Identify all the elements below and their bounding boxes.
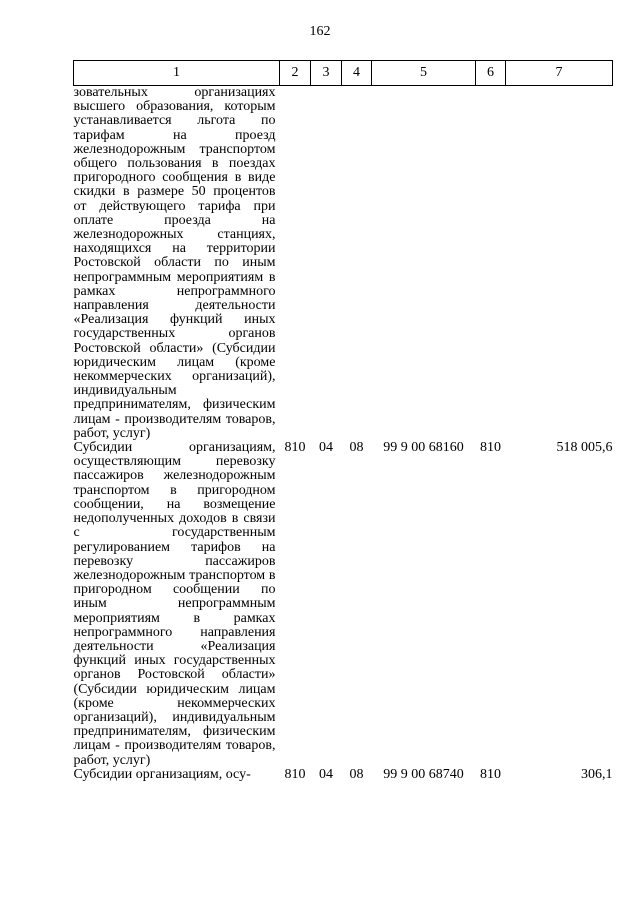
- row-description: Субсидии организациям, осуществляющим перевозку пассажиров железнодорожным транспортом в пригородном сообщении, на возмещение недополученных доходов в связи с государственным регулированием тарифов на перевозку пассажиров железнодорожным транспортом в пригородном сообщении по иным непрограммным мероприятиям в рамках непрограммного направления деятельности «Реализация функций иных государственных органов Ростовской области» (Субсидии юридическим лицам (кроме некоммерческих организаций), индивидуальным предпринимателям, физическим лицам - производителям товаров, работ, услуг): [73, 440, 276, 768]
- cell-section: 04: [319, 766, 333, 782]
- cell-ministry: 810: [284, 440, 306, 456]
- column-header: 1: [74, 61, 280, 86]
- cell-amount: 518 005,6: [556, 440, 613, 456]
- cell-section: [311, 86, 342, 442]
- table-row: [74, 441, 613, 768]
- budget-table: [73, 60, 613, 782]
- page-number: 162: [309, 24, 331, 39]
- row-description: зовательных организациях высшего образования, которым устанавливается льгота по тарифам на проезд железнодорожным транспортом общего пользования в поездах пригородного сообщения в виде скидки в размере 50 процентов от действующего тарифа при оплате проезда на железнодорожных станциях, находящихся на территории Ростовской области по иным непрограммным мероприятиям в рамках непрограммного направления деятельности «Реализация функций иных государственных органов Ростовской области» (Субсидии юридическим лицам (кроме некоммерческих организаций), индивидуальным предпринимателям, физическим лицам - производителям товаров, работ, услуг): [73, 85, 276, 441]
- cell-amount: [506, 86, 613, 442]
- cell-target-article: 99 9 00 68740: [383, 766, 464, 782]
- column-header: 4: [342, 61, 372, 86]
- column-header: 7: [506, 61, 613, 86]
- column-header: 3: [311, 61, 342, 86]
- cell-subsection: 08: [349, 440, 364, 456]
- column-header: 6: [476, 61, 506, 86]
- cell-section: 04: [319, 440, 333, 456]
- table-row: [74, 86, 613, 442]
- row-description: Субсидии организациям, осу-: [73, 766, 251, 782]
- cell-expense-type: 810: [480, 440, 501, 456]
- cell-amount: 306,1: [581, 766, 613, 782]
- cell-expense-type: 810: [480, 766, 501, 782]
- column-header: 5: [372, 61, 476, 86]
- cell-ministry: [280, 86, 311, 442]
- cell-subsection: 08: [349, 766, 364, 782]
- column-header: 2: [280, 61, 311, 86]
- table-header-row: [74, 61, 613, 86]
- table-row: [74, 768, 613, 782]
- cell-expense-type: [476, 86, 506, 442]
- cell-subsection: [342, 86, 372, 442]
- cell-target-article: [372, 86, 476, 442]
- cell-ministry: 810: [284, 766, 306, 782]
- cell-target-article: 99 9 00 68160: [383, 440, 464, 456]
